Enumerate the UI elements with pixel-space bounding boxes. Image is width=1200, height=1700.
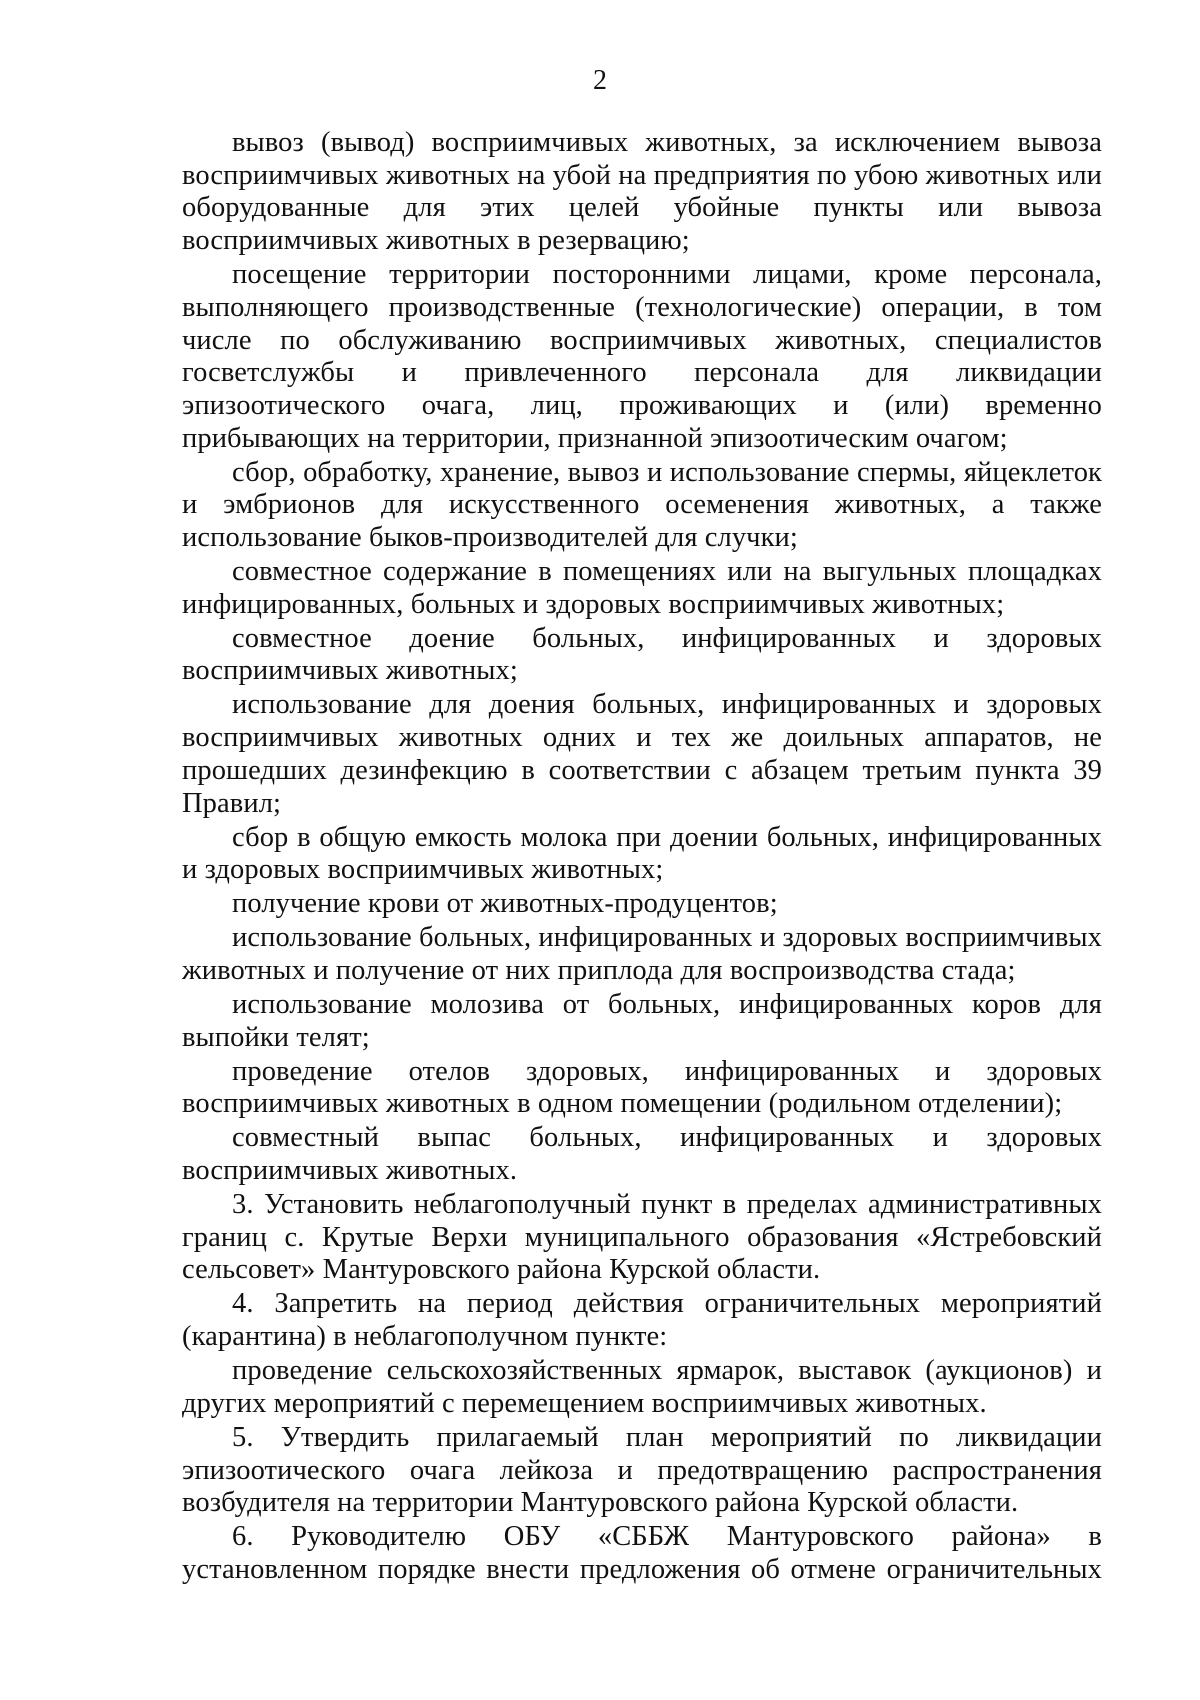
paragraph-milk-collection-ban: сбор в общую емкость молока при доении больных, инфицированных и здоровых восприимчивых животных; [182,821,1102,886]
paragraph-visit-ban: посещение территории посторонними лицами, кроме персонала, выполняющего производственные (технологические) операции, в том числе по обслуживанию восприимчивых животных, специалистов госветслужбы и привлеченного персонала для ликвидации эпизоотического очага, лиц, проживающих и (или) временно прибывающих на территории, признанной эпизоотическим очагом; [182,259,1102,454]
paragraph-calving-ban: проведение отелов здоровых, инфицированных и здоровых восприимчивых животных в одном помещении (родильном отделении); [182,1055,1102,1120]
page-number: 2 [593,65,607,96]
paragraph-colostrum-ban: использование молозива от больных, инфицированных коров для выпойки телят; [182,988,1102,1053]
paragraph-item-3: 3. Установить неблагополучный пункт в пределах административных границ с. Крутые Верхи муниципального образования «Ястребовский сельсовет» Мантуровского района Курской области. [182,1189,1102,1286]
paragraph-sperm-ban: сбор, обработку, хранение, вывоз и использование спермы, яйцеклеток и эмбрионов для искусственного осеменения животных, а также использование быков-производителей для случки; [182,456,1102,554]
paragraph-export-ban: вывоз (вывод) восприимчивых животных, за исключением вывоза восприимчивых животных на убой на предприятия по убою животных или оборудованные для этих целей убойные пункты или вывоза восприимчивых животных в резервацию; [182,127,1102,257]
paragraph-item-6: 6. Руководителю ОБУ «СББЖ Мантуровского района» в установленном порядке внести предложения об отмене ограничительных [182,1521,1102,1585]
paragraph-item-4: 4. Запретить на период действия ограничительных мероприятий (карантина) в неблагополучном пункте: [182,1288,1102,1353]
paragraph-fairs-ban: проведение сельскохозяйственных ярмарок, выставок (аукционов) и других мероприятий с перемещением восприимчивых животных. [182,1355,1102,1419]
paragraph-joint-milking-ban: совместное доение больных, инфицированных и здоровых восприимчивых животных; [182,622,1102,687]
paragraph-item-5: 5. Утвердить прилагаемый план мероприятий по ликвидации эпизоотического очага лейкоза и предотвращению распространения возбудителя на территории Мантуровского района Курской области. [182,1421,1102,1519]
paragraph-grazing-ban: совместный выпас больных, инфицированных и здоровых восприимчивых животных. [182,1122,1102,1187]
paragraph-joint-keeping-ban: совместное содержание в помещениях или на выгульных площадках инфицированных, больных и здоровых восприимчивых животных; [182,556,1102,620]
paragraph-milking-equipment-ban: использование для доения больных, инфицированных и здоровых восприимчивых животных одних и тех же доильных аппаратов, не прошедших дезинфекцию в соответствии с абзацем третьим пункта 39 Правил; [182,689,1102,819]
document-body [182,127,1102,1588]
paragraph-reproduction-ban: использование больных, инфицированных и здоровых восприимчивых животных и получение от них приплода для воспроизводства стада; [182,922,1102,986]
paragraph-blood-ban: получение крови от животных-продуцентов; [232,888,778,920]
